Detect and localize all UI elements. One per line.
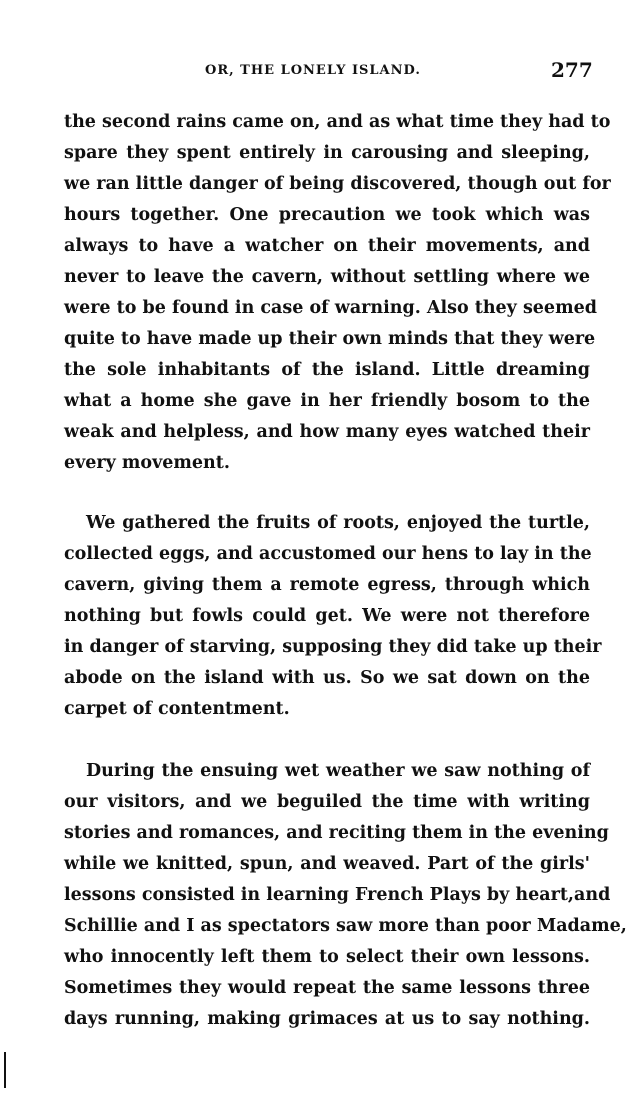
text-line: We gathered the fruits of roots, enjoyed the turtle, xyxy=(86,513,590,533)
text-line: while we knitted, spun, and weaved. Part of the girls' xyxy=(64,854,590,874)
text-line: we ran little danger of being discovered, though out for xyxy=(64,174,611,194)
text-line: cavern, giving them a remote egress, through which xyxy=(64,575,590,595)
text-line: were to be found in case of warning. Also they seemed xyxy=(64,298,597,318)
text-line: quite to have made up their own minds that they were xyxy=(64,329,596,349)
scan-margin-mark xyxy=(4,1052,6,1088)
text-line: in danger of starving, supposing they did take up their xyxy=(64,637,602,657)
text-line: always to have a watcher on their movements, and xyxy=(64,236,590,256)
running-head: OR, THE LONELY ISLAND. xyxy=(205,63,421,78)
text-line: who innocently left them to select their own lessons. xyxy=(64,947,590,967)
text-line: hours together. One precaution we took which was xyxy=(64,205,590,225)
text-line: abode on the island with us. So we sat down on the xyxy=(64,668,590,688)
text-line: what a home she gave in her friendly bosom to the xyxy=(64,391,590,411)
text-line: days running, making grimaces at us to say nothing. xyxy=(64,1009,590,1029)
paragraph-2 xyxy=(64,508,602,725)
text-line: every movement. xyxy=(64,453,230,473)
text-line: the sole inhabitants of the island. Little dreaming xyxy=(64,360,590,380)
text-line: During the ensuing wet weather we saw nothing of xyxy=(86,761,590,781)
text-line: lessons consisted in learning French Plays by heart,and xyxy=(64,885,611,905)
text-line: stories and romances, and reciting them in the evening xyxy=(64,823,609,843)
text-line: weak and helpless, and how many eyes watched their xyxy=(64,422,590,442)
paragraph-1 xyxy=(64,107,611,479)
text-line: our visitors, and we beguiled the time with writing xyxy=(64,792,590,812)
text-line: collected eggs, and accustomed our hens to lay in the xyxy=(64,544,592,564)
text-line: Schillie and I as spectators saw more than poor Madame, xyxy=(64,916,627,936)
text-line: carpet of contentment. xyxy=(64,699,290,719)
text-line: never to leave the cavern, without settling where we xyxy=(64,267,590,287)
text-line: the second rains came on, and as what time they had to xyxy=(64,112,611,132)
page-number: 277 xyxy=(551,58,593,82)
paragraph-3 xyxy=(64,756,627,1035)
text-line: Sometimes they would repeat the same lessons three xyxy=(64,978,590,998)
text-line: nothing but fowls could get. We were not therefore xyxy=(64,606,590,626)
text-line: spare they spent entirely in carousing and sleeping, xyxy=(64,143,590,163)
